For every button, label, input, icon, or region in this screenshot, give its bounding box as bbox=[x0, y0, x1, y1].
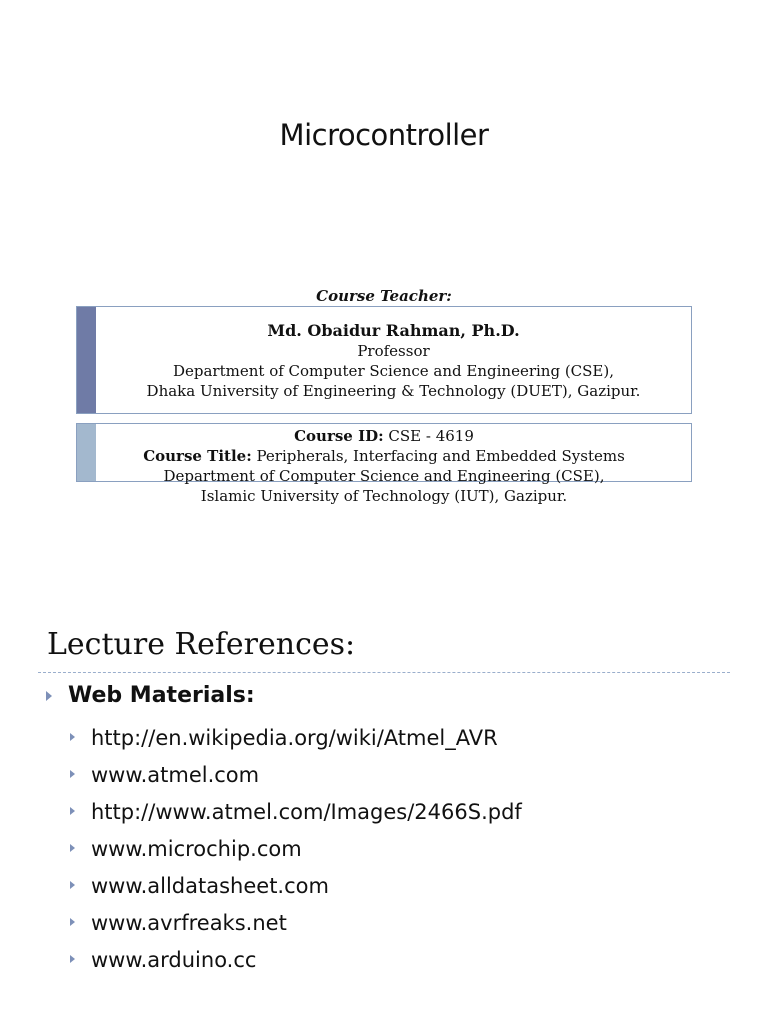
teacher-info-content bbox=[96, 321, 691, 401]
heading-divider bbox=[38, 672, 730, 673]
web-materials-section bbox=[46, 683, 255, 708]
teacher-info-box bbox=[76, 306, 692, 414]
course-teacher-label: Course Teacher: bbox=[316, 287, 452, 305]
triangle-bullet-icon bbox=[70, 918, 75, 926]
list-item bbox=[70, 834, 522, 871]
teacher-box-accent-bar bbox=[77, 307, 96, 413]
reference-link[interactable]: www.microchip.com bbox=[91, 837, 302, 861]
course-id-label: Course ID: bbox=[294, 427, 384, 445]
list-item bbox=[70, 908, 522, 945]
reference-link[interactable]: www.avrfreaks.net bbox=[91, 911, 287, 935]
course-title-value: Peripherals, Interfacing and Embedded Systems bbox=[251, 447, 625, 465]
reference-link[interactable]: http://www.atmel.com/Images/2466S.pdf bbox=[91, 800, 522, 824]
reference-link[interactable]: www.alldatasheet.com bbox=[91, 874, 329, 898]
triangle-bullet-icon bbox=[70, 844, 75, 852]
teacher-position: Professor bbox=[357, 342, 430, 360]
triangle-bullet-icon bbox=[70, 770, 75, 778]
web-materials-title: Web Materials: bbox=[68, 683, 255, 708]
triangle-bullet-icon bbox=[46, 691, 52, 701]
reference-link[interactable]: www.atmel.com bbox=[91, 763, 260, 787]
web-materials-list bbox=[70, 723, 522, 982]
course-title-line bbox=[76, 446, 692, 466]
triangle-bullet-icon bbox=[70, 955, 75, 963]
course-title-label: Course Title: bbox=[143, 447, 252, 465]
list-item bbox=[70, 797, 522, 834]
course-department: Department of Computer Science and Engineering (CSE), bbox=[163, 467, 605, 485]
list-item bbox=[70, 723, 522, 760]
teacher-department: Department of Computer Science and Engineering (CSE), bbox=[172, 362, 615, 380]
triangle-bullet-icon bbox=[70, 881, 75, 889]
list-item bbox=[70, 871, 522, 908]
reference-link[interactable]: http://en.wikipedia.org/wiki/Atmel_AVR bbox=[91, 726, 498, 750]
triangle-bullet-icon bbox=[70, 807, 75, 815]
list-item bbox=[70, 760, 522, 797]
teacher-name: Md. Obaidur Rahman, Ph.D. bbox=[267, 321, 520, 340]
reference-link[interactable]: www.arduino.cc bbox=[91, 948, 257, 972]
course-info-content bbox=[76, 426, 692, 506]
triangle-bullet-icon bbox=[70, 733, 75, 741]
slide-title: Microcontroller bbox=[279, 118, 489, 152]
teacher-university: Dhaka University of Engineering & Technology (DUET), Gazipur. bbox=[146, 382, 641, 400]
list-item bbox=[70, 945, 522, 982]
course-id-line bbox=[76, 426, 692, 446]
course-university: Islamic University of Technology (IUT), Gazipur. bbox=[200, 487, 568, 505]
course-id-value: CSE - 4619 bbox=[383, 427, 474, 445]
lecture-references-heading: Lecture References: bbox=[47, 627, 356, 662]
